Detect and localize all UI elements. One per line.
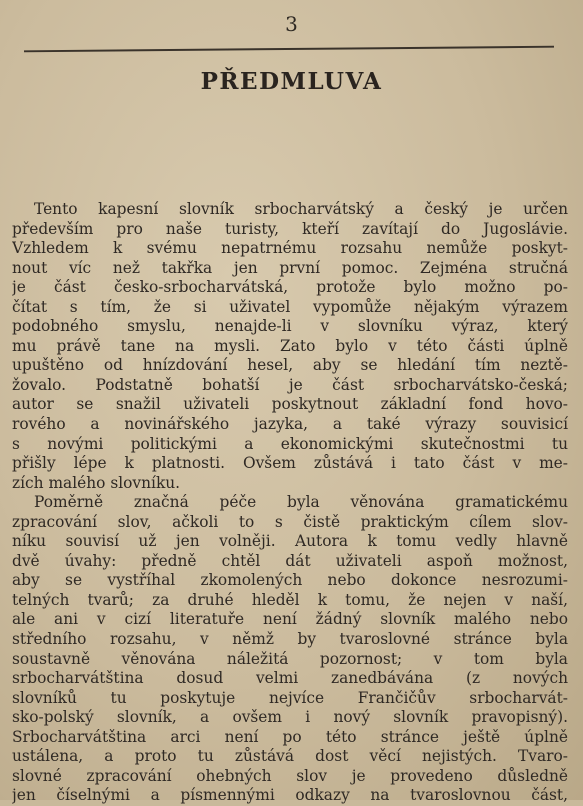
text-line: čítat s tím, že si uživatel vypomůže nějakým výrazem [12, 297, 568, 316]
text-line: mu právě tane na mysli. Zato bylo v této části úplně [12, 336, 568, 355]
text-line: autor se snažil uživateli poskytnout základní fond hovo- [12, 395, 568, 414]
text-line: upuštěno od hnízdování hesel, aby se hledání tím neztě- [12, 356, 568, 375]
text-line: jen číselnými a písmennými odkazy na tvaroslovnou část, [12, 786, 568, 805]
preface-text [12, 200, 568, 806]
text-line: aby se vystříhal zkomolených nebo dokonce nesrozumi- [12, 571, 568, 590]
text-line: slovné zpracování ohebných slov je provedeno důsledně [12, 766, 568, 785]
text-line: především pro naše turisty, kteří zavítají do Jugoslávie. [12, 219, 568, 238]
text-line: nout víc než takřka jen první pomoc. Zejména stručná [12, 258, 568, 277]
text-line: rového a novinářského jazyka, a také výrazy souvisicí [12, 415, 568, 434]
page-title: PŘEDMLUVA [200, 68, 383, 95]
text-line: ustálena, a proto tu zůstává dost věcí nejistých. Tvaro- [12, 747, 568, 766]
text-line: Poměrně značná péče byla věnována gramatickému [34, 493, 568, 512]
text-line: Vzhledem k svému nepatrnému rozsahu nemůže poskyt- [12, 239, 568, 258]
text-line: zpracování slov, ačkoli to s čistě praktickým cílem slov- [12, 512, 568, 531]
text-line: zích malého slovníku. [12, 473, 181, 492]
text-line: Tento kapesní slovník srbocharvátský a český je určen [34, 200, 568, 218]
page-number: 3 [285, 12, 298, 36]
text-line: soustavně věnována náležitá pozornost; v tom byla [12, 649, 568, 668]
text-line: telných tvarů; za druhé hleděl k tomu, že nejen v naší, [12, 590, 568, 609]
text-line: ale ani v cizí literatuře není žádný slovník malého nebo [12, 610, 568, 629]
text-line: Srbocharvátština arci není po této stránce ještě úplně [12, 727, 568, 746]
header-rule [24, 46, 554, 53]
text-line: je část česko-srbocharvátská, protože bylo možno po- [12, 278, 568, 297]
text-line: podobného smyslu, nenajde-li v slovníku výraz, který [12, 317, 568, 336]
text-line: středního rozsahu, v němž by tvaroslovné stránce byla [12, 630, 568, 649]
text-line: sko-polský slovník, a ovšem i nový slovník pravopisný). [12, 708, 568, 727]
text-line: žovalo. Podstatně bohatší je část srbocharvátsko-česká; [12, 375, 568, 394]
text-line: dvě úvahy: předně chtěl dát uživateli aspoň možnost, [12, 551, 568, 570]
text-line: přišly lépe k platnosti. Ovšem zůstává i tato část v me- [12, 454, 568, 473]
text-line: níku souvisí už jen volněji. Autora k tomu vedly hlavně [12, 532, 568, 551]
text-line: slovníků tu poskytuje nejvíce Frančičův srbocharvát- [12, 688, 568, 707]
text-line: s novými politickými a ekonomickými skutečnostmi tu [12, 434, 568, 453]
text-line: srbocharvátština dosud velmi zanedbávána (z nových [12, 669, 568, 688]
